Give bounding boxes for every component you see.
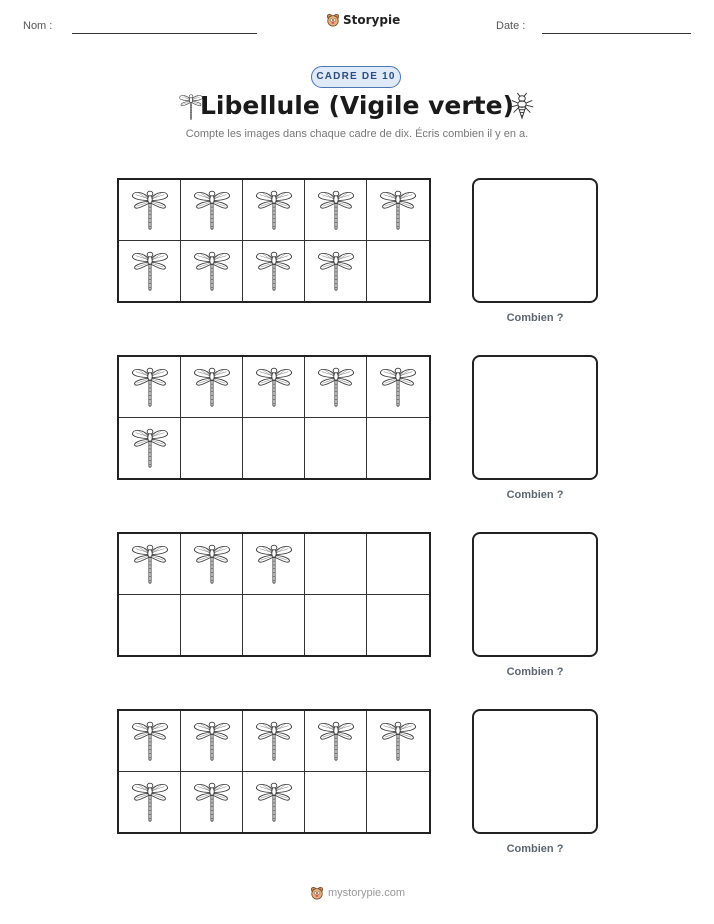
frame-cell bbox=[367, 595, 429, 656]
frame-cell bbox=[181, 241, 243, 302]
dragonfly-icon bbox=[314, 248, 358, 294]
frame-cell bbox=[181, 418, 243, 479]
dragonfly-icon bbox=[190, 187, 234, 233]
frame-cell bbox=[181, 711, 243, 772]
brand-name: Storypie bbox=[343, 13, 401, 27]
frame-cell bbox=[181, 595, 243, 656]
dragonfly-icon bbox=[128, 187, 172, 233]
larva-icon bbox=[508, 91, 536, 121]
answer-box-2[interactable] bbox=[472, 355, 598, 480]
frame-cell bbox=[243, 418, 305, 479]
dragonfly-icon bbox=[128, 425, 172, 471]
answer-box-4[interactable] bbox=[472, 709, 598, 834]
frame-cell bbox=[367, 534, 429, 595]
answer-label-4: Combien ? bbox=[506, 843, 564, 855]
dragonfly-icon bbox=[190, 779, 234, 825]
answer-label-3: Combien ? bbox=[506, 666, 564, 678]
frame-cell bbox=[243, 595, 305, 656]
frame-cell bbox=[305, 418, 367, 479]
storypie-logo-icon bbox=[310, 886, 324, 900]
frame-cell bbox=[181, 180, 243, 241]
dragonfly-icon bbox=[128, 364, 172, 410]
name-line[interactable] bbox=[72, 33, 257, 34]
dragonfly-icon bbox=[376, 187, 420, 233]
dragonfly-icon bbox=[376, 718, 420, 764]
frame-cell bbox=[243, 241, 305, 302]
storypie-logo-icon bbox=[326, 13, 340, 27]
frame-cell bbox=[119, 180, 181, 241]
dragonfly-icon bbox=[252, 779, 296, 825]
frame-cell bbox=[243, 711, 305, 772]
dragonfly-icon bbox=[128, 779, 172, 825]
frame-cell bbox=[119, 418, 181, 479]
frame-cell bbox=[243, 534, 305, 595]
answer-label-1: Combien ? bbox=[506, 312, 564, 324]
name-label: Nom : bbox=[23, 20, 53, 32]
instructions: Compte les images dans chaque cadre de dix. Écris combien il y en a. bbox=[185, 128, 529, 140]
frame-cell bbox=[367, 241, 429, 302]
dragonfly-icon bbox=[252, 541, 296, 587]
dragonfly-icon bbox=[190, 364, 234, 410]
answer-box-1[interactable] bbox=[472, 178, 598, 303]
dragonfly-icon bbox=[128, 718, 172, 764]
dragonfly-icon bbox=[314, 187, 358, 233]
frame-cell bbox=[367, 180, 429, 241]
frame-cell bbox=[119, 595, 181, 656]
dragonfly-icon bbox=[252, 718, 296, 764]
frame-cell bbox=[119, 534, 181, 595]
dragonfly-icon bbox=[190, 718, 234, 764]
ten-frame-1 bbox=[117, 178, 431, 303]
frame-cell bbox=[119, 772, 181, 833]
frame-cell bbox=[305, 241, 367, 302]
ten-frame-4 bbox=[117, 709, 431, 834]
date-label: Date : bbox=[496, 20, 526, 32]
frame-cell bbox=[367, 357, 429, 418]
dragonfly-icon bbox=[252, 364, 296, 410]
footer bbox=[310, 886, 405, 900]
frame-cell bbox=[305, 772, 367, 833]
frame-cell bbox=[367, 772, 429, 833]
frame-cell bbox=[243, 772, 305, 833]
frame-cell bbox=[305, 595, 367, 656]
frame-cell bbox=[181, 534, 243, 595]
frame-cell bbox=[305, 534, 367, 595]
date-line[interactable] bbox=[542, 33, 691, 34]
frame-cell bbox=[119, 357, 181, 418]
answer-label-2: Combien ? bbox=[506, 489, 564, 501]
frame-cell bbox=[305, 711, 367, 772]
ten-frame-3 bbox=[117, 532, 431, 657]
dragonfly-icon bbox=[314, 718, 358, 764]
dragonfly-icon bbox=[376, 364, 420, 410]
frame-cell bbox=[243, 357, 305, 418]
frame-cell bbox=[243, 180, 305, 241]
frame-cell bbox=[367, 418, 429, 479]
answer-box-3[interactable] bbox=[472, 532, 598, 657]
frame-cell bbox=[119, 241, 181, 302]
frame-cell bbox=[305, 357, 367, 418]
page-title: Libellule (Vigile verte) bbox=[199, 91, 515, 120]
brand bbox=[326, 13, 400, 27]
frame-cell bbox=[181, 357, 243, 418]
dragonfly-icon bbox=[190, 248, 234, 294]
dragonfly-icon bbox=[128, 541, 172, 587]
frame-cell bbox=[119, 711, 181, 772]
frame-cell bbox=[305, 180, 367, 241]
dragonfly-icon bbox=[190, 541, 234, 587]
footer-url[interactable]: mystorypie.com bbox=[328, 887, 406, 899]
dragonfly-icon bbox=[252, 248, 296, 294]
dragonfly-icon bbox=[314, 364, 358, 410]
dragonfly-icon bbox=[128, 248, 172, 294]
frame-cell bbox=[181, 772, 243, 833]
dragonfly-icon bbox=[252, 187, 296, 233]
ten-frame-2 bbox=[117, 355, 431, 480]
worksheet-type-badge: CADRE DE 10 bbox=[311, 66, 401, 88]
frame-cell bbox=[367, 711, 429, 772]
